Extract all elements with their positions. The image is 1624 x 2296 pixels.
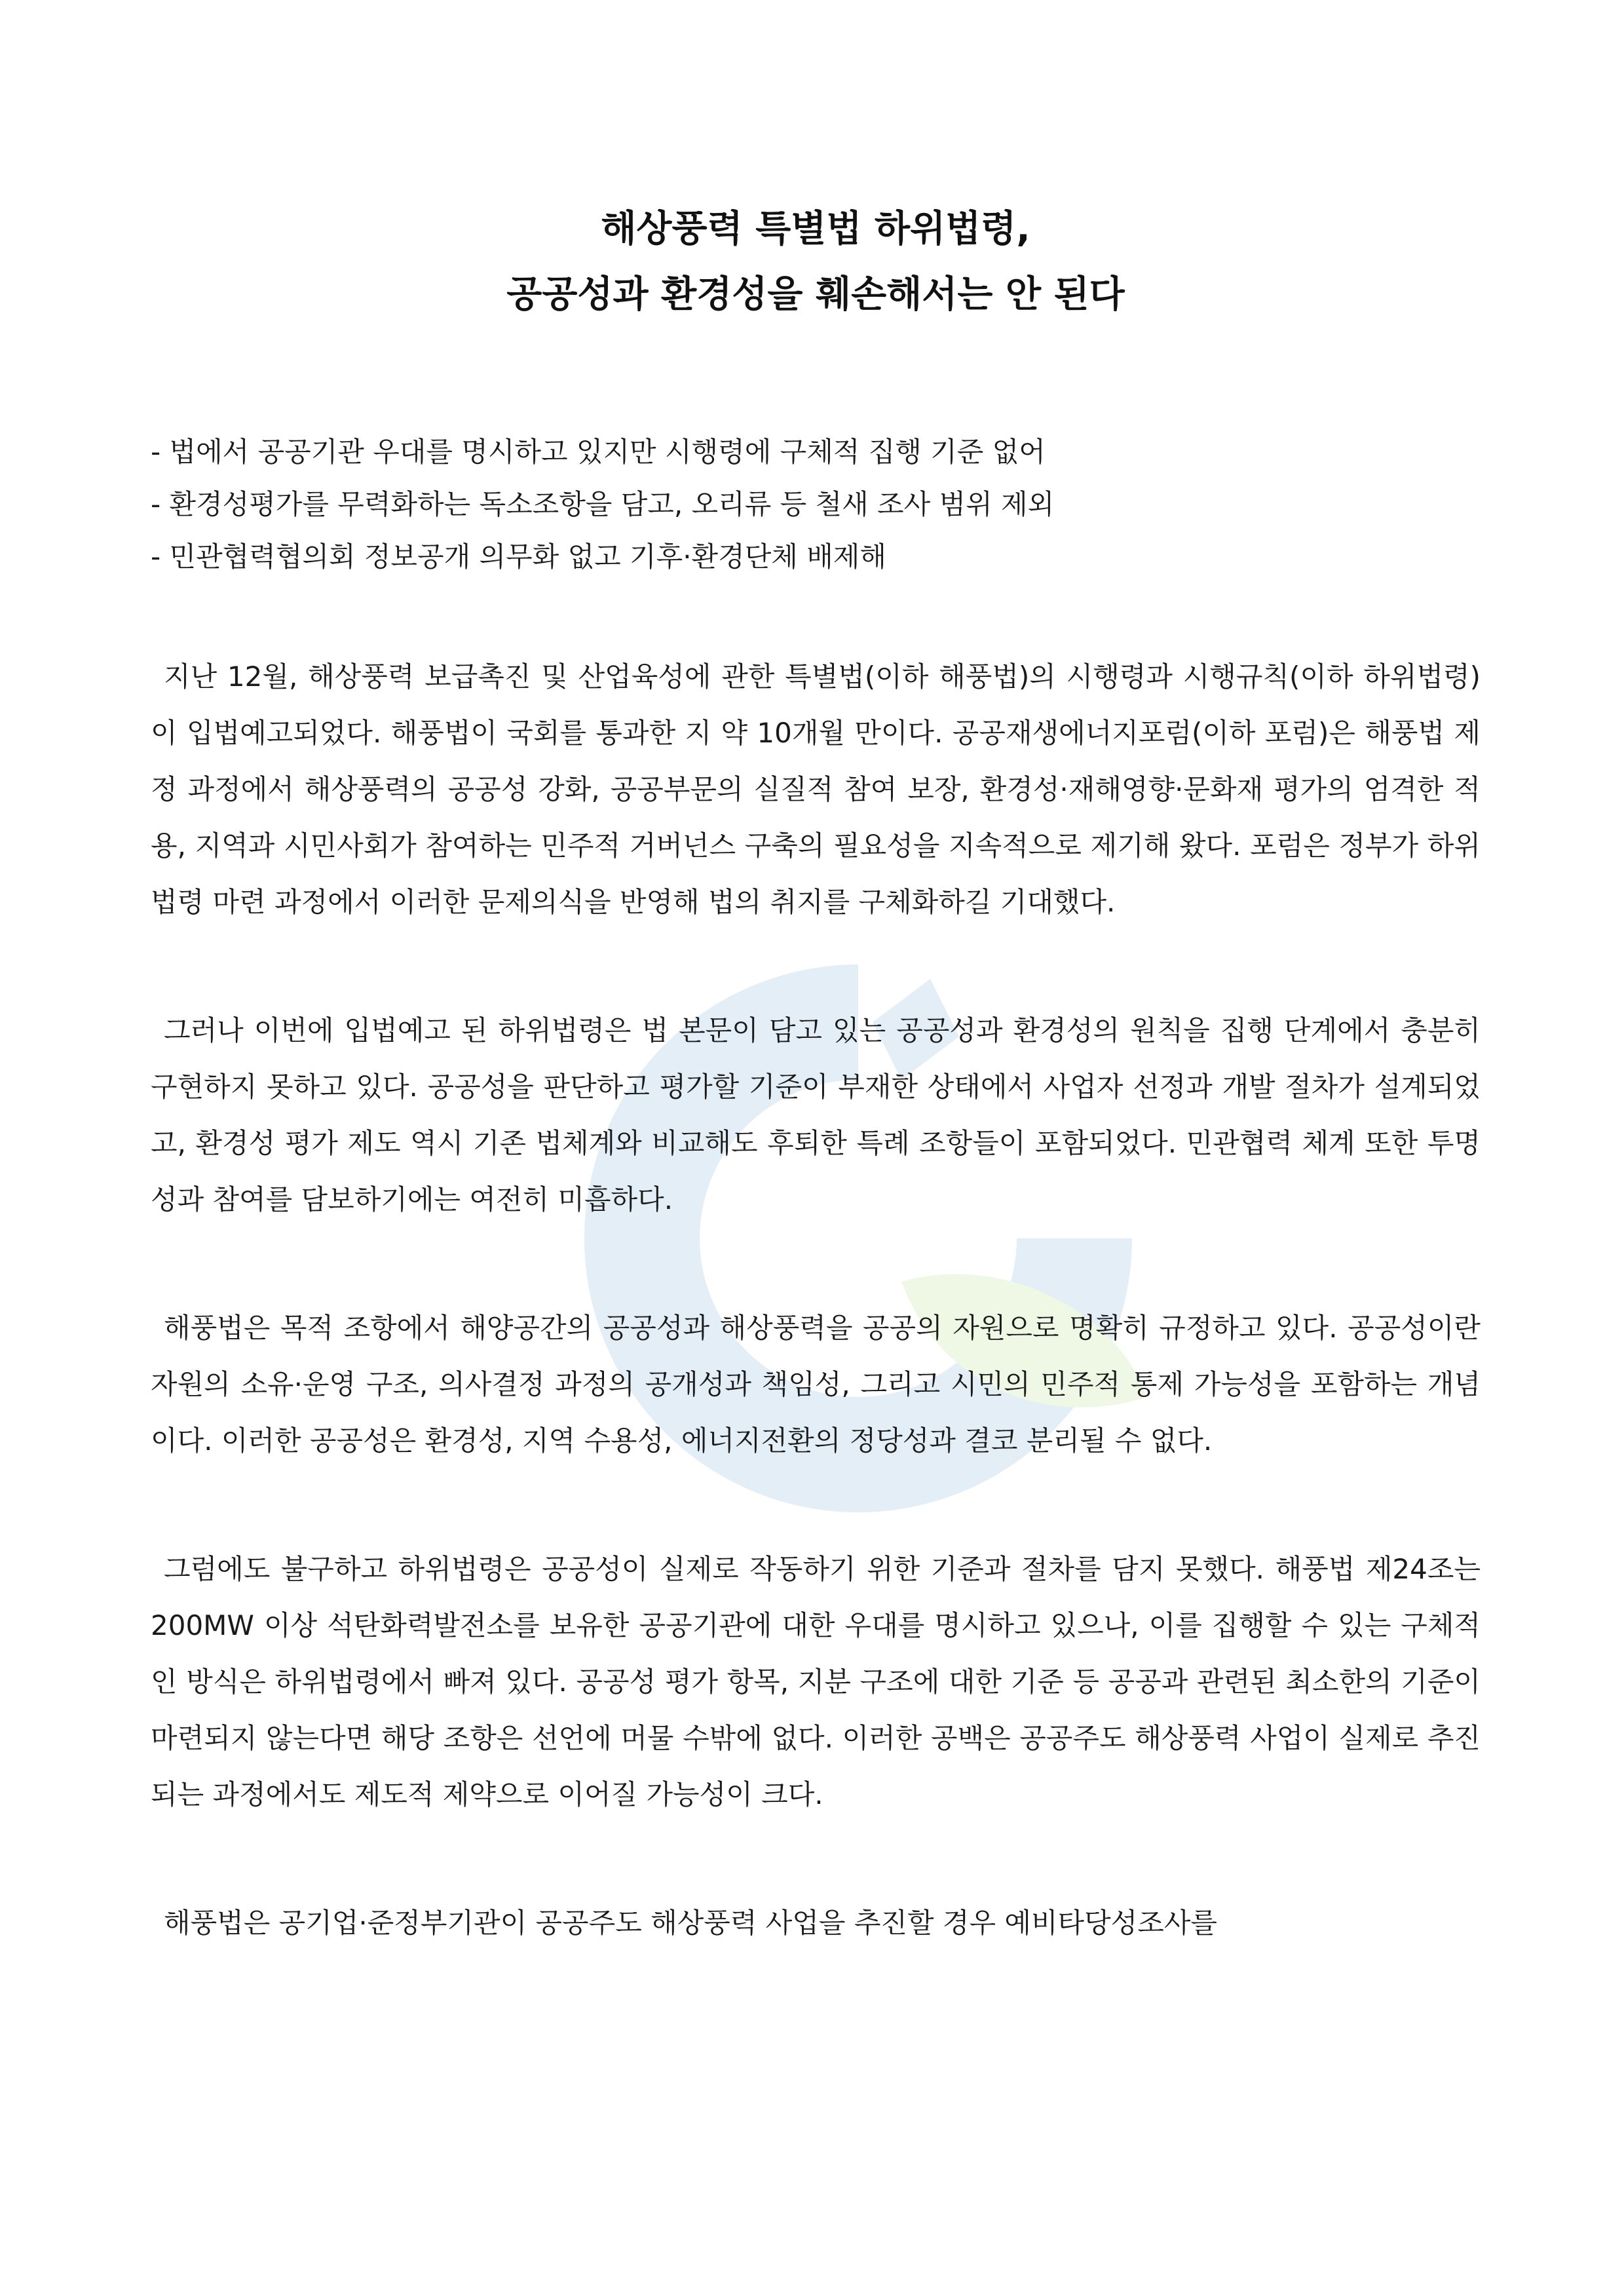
title-line-2: 공공성과 환경성을 훼손해서는 안 된다 — [506, 273, 1125, 316]
body-paragraph: 그러나 이번에 입법예고 된 하위법령은 법 본문이 담고 있는 공공성과 환경성의 원칙을 집행 단계에서 충분히 구현하지 못하고 있다. 공공성을 판단하고 평가할 기준이 부재한 상태에서 사업자 선정과 개발 절차가 설계되었고, 환경성 평가 제도 역시 기존 법체계와 비교해도 후퇴한 특례 조항들이 포함되었다. 민관협력 체계 또한 투명성과 참여를 담보하기에는 여전히 미흡하다. — [151, 1014, 1481, 1215]
summary-bullets — [151, 426, 1481, 583]
document-title — [151, 197, 1481, 328]
title-line-1: 해상풍력 특별법 하위법령, — [601, 208, 1030, 250]
body-paragraph: 지난 12월, 해상풍력 보급촉진 및 산업육성에 관한 특별법(이하 해풍법)의 시행령과 시행규칙(이하 하위법령)이 입법예고되었다. 해풍법이 국회를 통과한 지 약 10개월 만이다. 공공재생에너지포럼(이하 포럼)은 해풍법 제정 과정에서 해상풍력의 공공성 강화, 공공부문의 실질적 참여 보장, 환경성·재해영향·문화재 평가의 엄격한 적용, 지역과 시민사회가 참여하는 민주적 거버넌스 구축의 필요성을 지속적으로 제기해 왔다. 포럼은 정부가 하위법령 마련 과정에서 이러한 문제의식을 반영해 법의 취지를 구체화하길 기대했다. — [151, 660, 1481, 918]
body-paragraph: 그럼에도 불구하고 하위법령은 공공성이 실제로 작동하기 위한 기준과 절차를 담지 못했다. 해풍법 제24조는 200MW 이상 석탄화력발전소를 보유한 공공기관에 대한 우대를 명시하고 있으나, 이를 집행할 수 있는 구체적인 방식은 하위법령에서 빠져 있다. 공공성 평가 항목, 지분 구조에 대한 기준 등 공공과 관련된 최소한의 기준이 마련되지 않는다면 해당 조항은 선언에 머물 수밖에 없다. 이러한 공백은 공공주도 해상풍력 사업이 실제로 추진되는 과정에서도 제도적 제약으로 이어질 가능성이 크다. — [151, 1553, 1481, 1810]
summary-bullet: - 법에서 공공기관 우대를 명시하고 있지만 시행령에 구체적 집행 기준 없어 — [151, 436, 1046, 468]
summary-bullet: - 환경성평가를 무력화하는 독소조항을 담고, 오리류 등 철새 조사 범위 제외 — [151, 488, 1055, 520]
summary-bullet: - 민관협력협의회 정보공개 의무화 없고 기후·환경단체 배제해 — [151, 541, 886, 573]
body-paragraph: 해풍법은 공기업·준정부기관이 공공주도 해상풍력 사업을 추진할 경우 예비타당성조사를 — [164, 1907, 1217, 1939]
document-page — [151, 197, 1481, 1951]
body-paragraph: 해풍법은 목적 조항에서 해양공간의 공공성과 해상풍력을 공공의 자원으로 명확히 규정하고 있다. 공공성이란 자원의 소유·운영 구조, 의사결정 과정의 공개성과 책임성, 그리고 시민의 민주적 통제 가능성을 포함하는 개념이다. 이러한 공공성은 환경성, 지역 수용성, 에너지전환의 정당성과 결코 분리될 수 없다. — [151, 1312, 1481, 1457]
